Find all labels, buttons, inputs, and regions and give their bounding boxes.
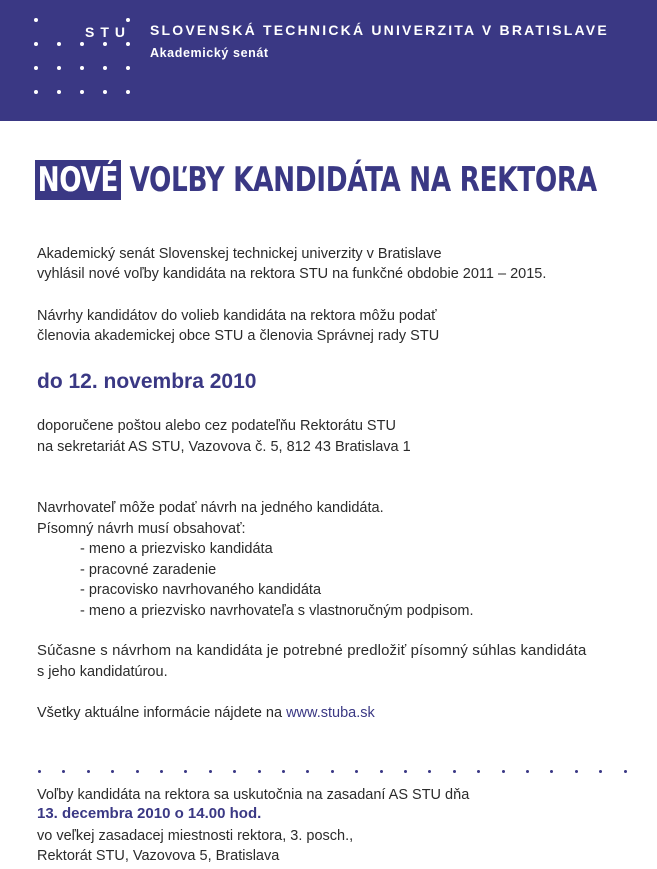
intro-line-2: vyhlásil nové voľby kandidáta na rektora STU na funkčné obdobie 2011 – 2015. [37,266,547,282]
divider-dot [502,770,505,773]
divider-dot [599,770,602,773]
list-item: - pracovné zaradenie [80,561,217,578]
website-link[interactable]: www.stuba.sk [286,705,375,721]
divider-dot [258,770,261,773]
deadline-date: do 12. novembra 2010 [37,370,257,393]
header-banner [0,0,657,121]
divider-dot [160,770,163,773]
divider-dot [209,770,212,773]
stu-logo [34,12,134,96]
logo-dot [57,66,61,70]
divider-dot [575,770,578,773]
divider-dot [428,770,431,773]
university-name: SLOVENSKÁ TECHNICKÁ UNIVERZITA V BRATISLAVE [150,22,609,38]
logo-dot [57,90,61,94]
election-date: 13. decembra 2010 o 14.00 hod. [37,805,262,822]
list-item: - meno a priezvisko kandidáta [80,541,273,557]
divider-dot [355,770,358,773]
divider-dot [331,770,334,773]
election-line-1: Voľby kandidáta na rektora sa uskutočnia na zasadaní AS STU dňa [37,787,470,803]
logo-dot [103,42,107,46]
logo-dot [80,90,84,94]
divider-dot [111,770,114,773]
divider-dot [306,770,309,773]
consent-line-2: s jeho kandidatúrou. [37,664,168,680]
proposals-line-1: Návrhy kandidátov do volieb kandidáta na rektora môžu podať [37,308,437,324]
delivery-line-2: na sekretariát AS STU, Vazovova č. 5, 812 43 Bratislava 1 [37,439,411,455]
requirements-list [80,539,474,621]
unit-name: Akademický senát [150,46,269,60]
info-line [37,703,375,723]
logo-dot [126,90,130,94]
requirements-line-1: Navrhovateľ môže podať návrh na jedného kandidáta. [37,500,384,516]
divider-dot [87,770,90,773]
divider-dot [477,770,480,773]
divider-dot [380,770,383,773]
divider-dot [550,770,553,773]
consent-line-1: Súčasne s návrhom na kandidáta je potrebné predložiť písomný súhlas kandidáta [37,643,587,659]
divider-dot [233,770,236,773]
logo-dot [126,18,130,22]
list-item: - meno a priezvisko navrhovateľa s vlastnoručným podpisom. [80,602,474,619]
logo-dot [57,42,61,46]
divider-dot [62,770,65,773]
logo-text: STU [85,24,131,40]
election-line-3: vo veľkej zasadacej miestnosti rektora, 3. posch., [37,828,354,844]
election-line-4: Rektorát STU, Vazovova 5, Bratislava [37,848,280,864]
title-highlight: NOVÉ [35,160,121,200]
divider-dot [184,770,187,773]
divider-dot [526,770,529,773]
intro-line-1: Akademický senát Slovenskej technickej univerzity v Bratislave [37,246,442,262]
logo-dot [126,66,130,70]
divider-dot [453,770,456,773]
logo-dot [103,66,107,70]
list-item: - pracovisko navrhovaného kandidáta [80,582,322,598]
logo-dot [34,90,38,94]
divider-dot [282,770,285,773]
logo-dot [34,66,38,70]
divider-dot [136,770,139,773]
dotted-divider [38,770,638,774]
logo-dot [103,90,107,94]
divider-dot [38,770,41,773]
page-title [35,160,597,200]
requirements-line-2: Písomný návrh musí obsahovať: [37,521,246,537]
proposals-line-2: členovia akademickej obce STU a členovia Správnej rady STU [37,328,440,344]
logo-dot [80,66,84,70]
divider-dot [404,770,407,773]
info-text: Všetky aktuálne informácie nájdete na [37,705,287,721]
title-rest: VOĽBY KANDIDÁTA NA REKTORA [120,160,597,200]
logo-dot [34,18,38,22]
logo-dot [80,42,84,46]
delivery-line-1: doporučene poštou alebo cez podateľňu Rektorátu STU [37,418,396,434]
logo-dot [34,42,38,46]
divider-dot [624,770,627,773]
logo-dot [126,42,130,46]
